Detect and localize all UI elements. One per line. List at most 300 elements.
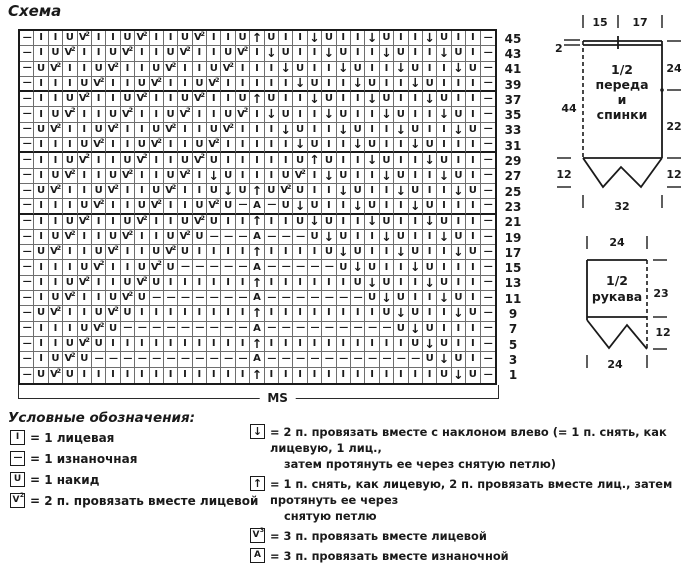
chart-cell-yarn-over: U [380,306,394,321]
chart-cell-knit: I [121,260,135,275]
chart-cell-knit: I [135,46,149,61]
chart-cell-purl: — [351,322,365,337]
chart-cell-knit: I [150,107,164,122]
chart-cell-knit: I [236,306,250,321]
chart-cell-purl: — [365,322,379,337]
chart-cell-knit: I [34,276,48,291]
chart-cell-purl: — [20,92,34,107]
chart-cell-yarn-over: U [365,291,379,306]
chart-cell-knit: I [121,368,135,383]
chart-cell-knit: I [380,368,394,383]
chart-cell-ssk: ↓ [351,77,365,92]
chart-cell-k2tog: V 2 [207,199,221,214]
chart-cell-ssk: ↓ [351,138,365,153]
chart-cell-knit: I [409,46,423,61]
chart-cell-knit: I [423,368,437,383]
chart-cell-purl: — [164,352,178,367]
chart-cell-knit: I [452,92,466,107]
chart-cell-knit: I [437,322,451,337]
chart-cell-knit: I [423,184,437,199]
chart-cell-sl1-k2tog-psso: ↑ [250,215,264,230]
chart-cell-knit: I [394,77,408,92]
chart-cell-knit: I [106,138,120,153]
chart-cell-yarn-over: U [409,184,423,199]
chart-cell-yarn-over: U [394,322,408,337]
legend-item-sl1-k2tog-psso [250,476,700,524]
sl1-k2tog-psso-icon: ↑ [250,476,265,491]
chart-cell-purl: — [481,215,495,230]
chart-cell-yarn-over: U [351,184,365,199]
chart-cell-yarn-over: U [394,291,408,306]
chart-cell-purl: — [20,260,34,275]
chart-cell-ssk: ↓ [452,245,466,260]
chart-cell-k2tog: V 2 [221,62,235,77]
chart-cell-yarn-over: U [437,276,451,291]
chart-cell-yarn-over: U [351,123,365,138]
chart-cell-ssk: ↓ [452,368,466,383]
piece-label-line4: спинки [596,107,648,122]
chart-cell-knit: I [279,368,293,383]
dim-side-right: 22 [666,120,682,133]
chart-cell-knit: I [394,215,408,230]
chart-cell-yarn-over: U [380,92,394,107]
chart-cell-k2tog: V 2 [193,92,207,107]
row-number: 19 [504,230,522,245]
chart-cell-knit: I [265,276,279,291]
chart-cell-yarn-over: U [409,123,423,138]
chart-cell-purl: — [481,337,495,352]
chart-cell-knit: I [34,352,48,367]
chart-cell-purl: — [481,276,495,291]
chart-cell-knit: I [250,77,264,92]
chart-cell-purl: — [279,260,293,275]
chart-cell-yarn-over: U [437,337,451,352]
chart-cell-knit: I [78,169,92,184]
chart-cell-knit: I [380,199,394,214]
chart-cell-yarn-over: U [207,123,221,138]
chart-cell-yarn-over: U [466,62,480,77]
chart-cell-knit: I [150,153,164,168]
row-number: 9 [508,306,518,321]
chart-cell-knit: I [322,368,336,383]
chart-cell-knit: I [121,245,135,260]
chart-cell-purl: — [207,322,221,337]
chart-cell-yarn-over: U [135,77,149,92]
chart-cell-knit: I [394,153,408,168]
chart-cell-yarn-over: U [322,215,336,230]
chart-cell-purl: — [481,291,495,306]
chart-cell-yarn-over: U [164,46,178,61]
chart-cell-knit: I [394,276,408,291]
row-number: 41 [504,62,522,77]
chart-cell-knit: I [409,107,423,122]
chart-cell-k2tog: V 2 [178,46,192,61]
chart-cell-yarn-over: U [293,184,307,199]
chart-cell-knit: I [150,230,164,245]
yarn-over-icon: U [10,472,25,487]
dim-hem: 12 [655,326,671,339]
chart-cell-purl: — [20,123,34,138]
chart-cell-ssk: ↓ [452,62,466,77]
chart-cell-knit: I [337,199,351,214]
chart-cell-yarn-over: U [409,337,423,352]
chart-cell-purl: — [207,230,221,245]
chart-cell-k2tog: V 2 [78,215,92,230]
chart-cell-knit: I [34,153,48,168]
chart-cell-yarn-over: U [337,230,351,245]
chart-cell-knit: I [322,337,336,352]
chart-cell-knit: I [34,92,48,107]
chart-cell-knit: I [121,184,135,199]
chart-cell-knit: I [236,62,250,77]
chart-cell-yarn-over: U [380,215,394,230]
chart-cell-k2tog: V 2 [63,352,77,367]
chart-cell-purl: — [337,291,351,306]
chart-cell-k2tog: V 2 [63,46,77,61]
row-numbers [499,31,527,383]
chart-cell-knit: I [135,337,149,352]
chart-cell-knit: I [150,169,164,184]
chart-cell-knit: I [322,77,336,92]
chart-cell-ssk: ↓ [380,169,394,184]
dim-bottom-width: 24 [607,358,623,371]
chart-cell-knit: I [265,245,279,260]
chart-cell-ssk: ↓ [351,199,365,214]
chart-cell-purl: — [308,322,322,337]
chart-cell-yarn-over: U [121,153,135,168]
dim-side: 23 [653,287,669,300]
chart-cell-purl: — [221,291,235,306]
chart-cell-purl: — [308,260,322,275]
chart-cell-ssk: ↓ [337,62,351,77]
chart-cell-yarn-over: U [178,215,192,230]
chart-cell-knit: I [236,77,250,92]
row-number: 1 [508,368,518,383]
chart-cell-knit: I [308,245,322,260]
chart-cell-yarn-over: U [452,291,466,306]
chart-cell-knit: I [78,230,92,245]
chart-cell-ssk: ↓ [293,138,307,153]
chart-cell-knit: I [279,337,293,352]
chart-cell-knit: I [135,245,149,260]
chart-cell-purl: — [221,322,235,337]
chart-cell-knit: I [265,215,279,230]
piece-label-line2: рукава [591,289,643,304]
chart-cell-sl1-k2tog-psso: ↑ [250,306,264,321]
chart-cell-purl: — [150,352,164,367]
chart-cell-purl: — [293,322,307,337]
chart-cell-knit: I [106,260,120,275]
chart-cell-yarn-over: U [78,260,92,275]
chart-cell-knit: I [437,138,451,153]
chart-cell-ssk: ↓ [308,31,322,46]
chart-cell-yarn-over: U [164,230,178,245]
chart-cell-purl: — [178,322,192,337]
row-number: 33 [504,123,522,138]
chart-cell-knit: I [365,107,379,122]
chart-cell-ssk: ↓ [293,77,307,92]
chart-cell-purl: — [265,352,279,367]
chart-cell-yarn-over: U [150,123,164,138]
chart-cell-knit: I [265,368,279,383]
chart-cell-purl: — [20,107,34,122]
chart-cell-p3tog: A [250,322,264,337]
chart-cell-sl1-k2tog-psso: ↑ [250,245,264,260]
chart-cell-knit: I [106,31,120,46]
chart-cell-k2tog: V 2 [78,276,92,291]
chart-cell-knit: I [293,46,307,61]
chart-cell-knit: I [293,92,307,107]
chart-cell-yarn-over: U [135,260,149,275]
chart-cell-k2tog: V 2 [193,215,207,230]
chart-cell-yarn-over: U [178,153,192,168]
chart-cell-knit: I [135,230,149,245]
chart-cell-knit: I [193,368,207,383]
chart-cell-knit: I [452,337,466,352]
chart-cell-knit: I [409,230,423,245]
chart-cell-knit: I [92,215,106,230]
p3tog-icon: A [250,548,265,563]
chart-cell-purl: — [481,184,495,199]
chart-cell-k2tog: V 2 [49,184,63,199]
chart-cell-ssk: ↓ [365,215,379,230]
chart-cell-purl: — [207,291,221,306]
chart-cell-yarn-over: U [78,138,92,153]
chart-cell-purl: — [380,322,394,337]
chart-cell-purl: — [322,291,336,306]
chart-cell-purl: — [221,230,235,245]
chart-cell-yarn-over: U [236,184,250,199]
chart-cell-ssk: ↓ [394,306,408,321]
chart-cell-ssk: ↓ [437,352,451,367]
chart-cell-knit: I [466,337,480,352]
chart-cell-knit: I [92,276,106,291]
chart-cell-knit: I [135,368,149,383]
chart-cell-yarn-over: U [423,322,437,337]
chart-cell-purl: — [308,291,322,306]
chart-cell-k2tog: V 2 [150,199,164,214]
row-number: 35 [504,108,522,123]
chart-cell-yarn-over: U [150,276,164,291]
chart-cell-knit: I [423,306,437,321]
chart-cell-yarn-over: U [293,153,307,168]
legend-item-yarn-over [10,472,258,489]
legend-item-k2tog [10,493,258,510]
chart-cell-knit: I [466,153,480,168]
chart-cell-yarn-over: U [308,199,322,214]
row-number: 23 [504,199,522,214]
chart-cell-purl: — [481,306,495,321]
chart-cell-knit: I [308,368,322,383]
chart-cell-knit: I [437,245,451,260]
chart-cell-knit: I [351,169,365,184]
chart-cell-yarn-over: U [337,107,351,122]
chart-cell-yarn-over: U [207,62,221,77]
chart-cell-yarn-over: U [322,245,336,260]
chart-cell-knit: I [423,62,437,77]
chart-cell-k2tog: V 2 [121,230,135,245]
chart-cell-knit: I [308,276,322,291]
chart-cell-purl: — [20,368,34,383]
chart-cell-purl: — [236,260,250,275]
chart-cell-yarn-over: U [265,31,279,46]
k3tog-icon: V 3 [250,528,265,543]
chart-cell-p3tog: A [250,260,264,275]
chart-cell-purl: — [279,230,293,245]
legend-item-text: = 1 изнаночная [30,452,138,466]
row-number: 25 [504,184,522,199]
chart-cell-purl: — [193,322,207,337]
chart-cell-purl: — [20,276,34,291]
chart-cell-knit: I [279,153,293,168]
chart-cell-yarn-over: U [121,306,135,321]
piece-label-line1: 1/2 [606,273,628,288]
chart-cell-yarn-over: U [322,153,336,168]
chart-cell-knit: I [106,368,120,383]
chart-cell-ssk: ↓ [380,291,394,306]
chart-cell-knit: I [164,153,178,168]
chart-cell-knit: I [337,276,351,291]
chart-cell-purl: — [20,46,34,61]
chart-cell-knit: I [121,138,135,153]
dim-bottom-width: 32 [614,200,630,213]
chart-cell-yarn-over: U [178,31,192,46]
chart-cell-knit: I [293,31,307,46]
legend-item-text: = 3 п. провязать вместе изнаночной [270,549,509,563]
chart-cell-knit: I [452,199,466,214]
legend-item-ssk [250,424,700,472]
chart-cell-yarn-over: U [34,306,48,321]
chart-cell-knit: I [394,138,408,153]
chart-cell-knit: I [150,337,164,352]
chart-cell-knit: I [351,153,365,168]
chart-cell-knit: I [34,46,48,61]
chart-cell-knit: I [351,306,365,321]
chart-cell-purl: — [481,107,495,122]
chart-cell-purl: — [351,291,365,306]
chart-cell-sl1-k2tog-psso: ↑ [250,276,264,291]
chart-cell-purl: — [481,199,495,214]
chart-cell-purl: — [20,291,34,306]
chart-cell-yarn-over: U [452,230,466,245]
ssk-icon: ↓ [250,424,265,439]
piece-label-line1: 1/2 [611,62,633,77]
chart-cell-ssk: ↓ [437,230,451,245]
chart-cell-knit: I [207,337,221,352]
armhole-marker-dot [660,88,664,92]
chart-cell-yarn-over: U [121,215,135,230]
chart-cell-knit: I [193,169,207,184]
chart-cell-knit: I [178,306,192,321]
chart-cell-knit: I [423,123,437,138]
chart-cell-knit: I [92,291,106,306]
chart-cell-knit: I [135,107,149,122]
chart-cell-purl: — [164,322,178,337]
chart-cell-knit: I [221,245,235,260]
chart-cell-yarn-over: U [78,322,92,337]
chart-cell-knit: I [164,77,178,92]
chart-cell-knit: I [135,306,149,321]
chart-cell-knit: I [351,46,365,61]
chart-cell-knit: I [409,368,423,383]
chart-cell-knit: I [164,276,178,291]
chart-cell-purl: — [193,291,207,306]
chart-cell-knit: I [365,306,379,321]
chart-cell-knit: I [452,322,466,337]
chart-cell-yarn-over: U [466,123,480,138]
chart-cell-knit: I [466,276,480,291]
hem-zigzag [583,158,662,187]
chart-cell-knit: I [63,138,77,153]
dim-top-width: 24 [609,236,625,249]
chart-cell-knit: I [150,92,164,107]
chart-cell-knit: I [394,199,408,214]
chart-cell-purl: — [221,352,235,367]
chart-cell-purl: — [20,352,34,367]
legend-item-knit [10,430,258,447]
chart-cell-k2tog: V 2 [193,31,207,46]
knit-icon: I [10,430,25,445]
chart-cell-ssk: ↓ [322,230,336,245]
chart-cell-purl: — [322,352,336,367]
chart-cell-yarn-over: U [337,46,351,61]
chart-cell-k2tog: V 2 [92,199,106,214]
chart-cell-knit: I [351,107,365,122]
chart-cell-knit: I [322,199,336,214]
chart-cell-yarn-over: U [351,62,365,77]
chart-cell-yarn-over: U [49,46,63,61]
chart-cell-yarn-over: U [63,31,77,46]
row-number: 31 [504,138,522,153]
chart-cell-yarn-over: U [351,245,365,260]
dim-armhole: 24 [666,62,682,75]
chart-cell-knit: I [279,215,293,230]
chart-cell-purl: — [481,245,495,260]
chart-cell-knit: I [279,306,293,321]
chart-cell-knit: I [164,306,178,321]
chart-cell-knit: I [150,46,164,61]
chart-cell-k2tog: V 2 [135,153,149,168]
chart-cell-knit: I [164,215,178,230]
chart-cell-knit: I [78,245,92,260]
chart-cell-yarn-over: U [452,46,466,61]
chart-cell-knit: I [135,184,149,199]
chart-cell-knit: I [34,230,48,245]
chart-cell-knit: I [322,276,336,291]
chart-cell-knit: I [78,62,92,77]
chart-cell-knit: I [308,123,322,138]
chart-cell-knit: I [78,306,92,321]
chart-cell-knit: I [394,260,408,275]
chart-cell-knit: I [365,169,379,184]
chart-cell-yarn-over: U [279,46,293,61]
chart-cell-yarn-over: U [236,31,250,46]
legend-item-text: = 2 п. провязать вместе лицевой [30,494,259,508]
chart-cell-yarn-over: U [34,184,48,199]
chart-cell-knit: I [193,245,207,260]
chart-cell-knit: I [409,291,423,306]
chart-cell-sl1-k2tog-psso: ↑ [250,337,264,352]
chart-cell-knit: I [265,138,279,153]
chart-cell-purl: — [20,77,34,92]
chart-cell-yarn-over: U [437,368,451,383]
chart-cell-purl: — [150,322,164,337]
chart-cell-knit: I [106,153,120,168]
chart-cell-yarn-over: U [236,92,250,107]
chart-cell-purl: — [481,322,495,337]
chart-cell-yarn-over: U [178,92,192,107]
chart-cell-knit: I [423,245,437,260]
